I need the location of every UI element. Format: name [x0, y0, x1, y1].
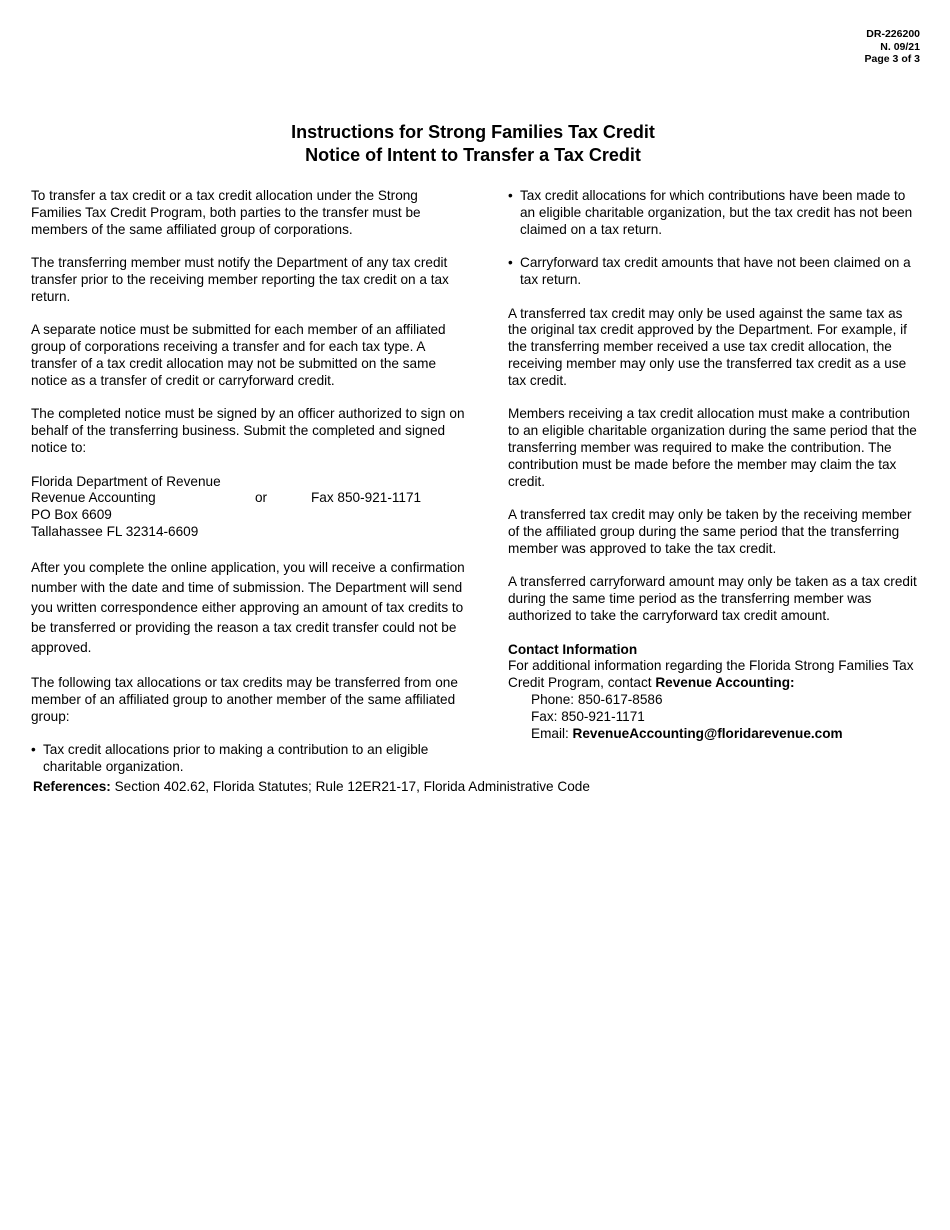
- address-line-3: PO Box 6609: [31, 507, 112, 523]
- list-item: [31, 742, 467, 776]
- form-number: DR-226200: [866, 28, 920, 40]
- contact-intro: [508, 658, 924, 692]
- notification-paragraph: The transferring member must notify the Department of any tax credit transfer prior to the receiving member reporting the tax credit on a tax return.: [31, 255, 449, 304]
- address-line-2: Revenue Accounting: [31, 490, 156, 506]
- contact-email-link[interactable]: RevenueAccounting@floridarevenue.com: [572, 725, 843, 741]
- transferable-items-paragraph: The following tax allocations or tax credits may be transferred from one member of an affiliated group to another member of the same affiliated group:: [31, 675, 458, 724]
- bullet-text: Tax credit allocations for which contributions have been made to an eligible charitable organization, but the tax credit has not been claimed on a tax return.: [520, 188, 913, 237]
- form-revision: N. 09/21: [880, 40, 920, 53]
- address-line-4: Tallahassee FL 32314-6609: [31, 523, 199, 539]
- address-or: or: [255, 490, 268, 506]
- bullet-icon: •: [508, 255, 513, 271]
- same-period-paragraph: A transferred tax credit may only be taken by the receiving member of the affiliated group during the same period that the transferring member was approved to take the tax credit.: [508, 507, 912, 556]
- page-number: Page 3 of 3: [864, 53, 920, 65]
- bullet-icon: •: [508, 188, 513, 203]
- references-label: References:: [33, 779, 115, 794]
- contribution-paragraph: Members receiving a tax credit allocation must make a contribution to an eligible charitable organization during the same period that the transferring member was required to make the contribution. The contribution must be made before the member may claim the tax credit.: [508, 406, 917, 489]
- transfer-eligibility-paragraph: To transfer a tax credit or a tax credit allocation under the Strong Families Tax Credit Program, both parties to the transfer must be members of the same affiliated group of corporations.: [31, 188, 421, 237]
- same-tax-paragraph: A transferred tax credit may only be used against the same tax as the original tax credit approved by the Department. For example, if the transferring member received a use tax credit allocation, the receiving member may only use the transferred tax credit as a use tax credit.: [508, 305, 907, 388]
- contact-phone: Phone: 850-617-8586: [531, 691, 663, 707]
- contact-email-label: Email:: [531, 725, 573, 741]
- carryforward-paragraph: A transferred carryforward amount may only be taken as a tax credit during the same time period as the transferring member was authorized to take the carryforward tax credit amount.: [508, 574, 917, 623]
- bullet-icon: •: [31, 742, 36, 758]
- references-text: Section 402.62, Florida Statutes; Rule 12ER21-17, Florida Administrative Code: [114, 779, 590, 794]
- list-item: [508, 255, 924, 289]
- address-line-2-row: [31, 490, 467, 507]
- list-item: [508, 188, 924, 238]
- address-line-1: Florida Department of Revenue: [31, 473, 221, 489]
- bullet-text: Tax credit allocations prior to making a contribution to an eligible charitable organization.: [43, 742, 429, 775]
- title-line-1: Instructions for Strong Families Tax Credit: [291, 122, 655, 142]
- online-application-paragraph: After you complete the online application, you will receive a confirmation number with the date and time of submission. The Department will send you written correspondence either approving an amount of tax credits to be transferred or providing the reason a tax credit transfer could not be approved.: [31, 559, 465, 656]
- left-column: [31, 188, 467, 776]
- page-title: [0, 121, 946, 167]
- form-identifier: [865, 28, 920, 66]
- references: [33, 779, 590, 796]
- contact-department: Revenue Accounting:: [655, 675, 795, 691]
- bullet-text: Carryforward tax credit amounts that have not been claimed on a tax return.: [520, 255, 911, 287]
- contact-heading: Contact Information: [508, 641, 638, 657]
- contact-information: [508, 642, 924, 743]
- right-column: [508, 188, 924, 742]
- title-line-2: Notice of Intent to Transfer a Tax Credit: [305, 145, 641, 165]
- contact-intro-text: For additional information regarding the Florida Strong Families Tax Credit Program, contact: [508, 658, 914, 691]
- contact-fax: Fax: 850-921-1171: [531, 708, 645, 724]
- mailing-address: [31, 474, 467, 541]
- signature-paragraph: The completed notice must be signed by an officer authorized to sign on behalf of the transferring business. Submit the completed and signed notice to:: [31, 406, 465, 455]
- separate-notice-paragraph: A separate notice must be submitted for each member of an affiliated group of corporations receiving a transfer and for each tax type. A transfer of a tax credit allocation may not be submitted on the same notice as a transfer of credit or carryforward credit.: [31, 322, 446, 388]
- contact-email-row: [508, 726, 924, 743]
- address-fax: Fax 850-921-1171: [311, 490, 422, 506]
